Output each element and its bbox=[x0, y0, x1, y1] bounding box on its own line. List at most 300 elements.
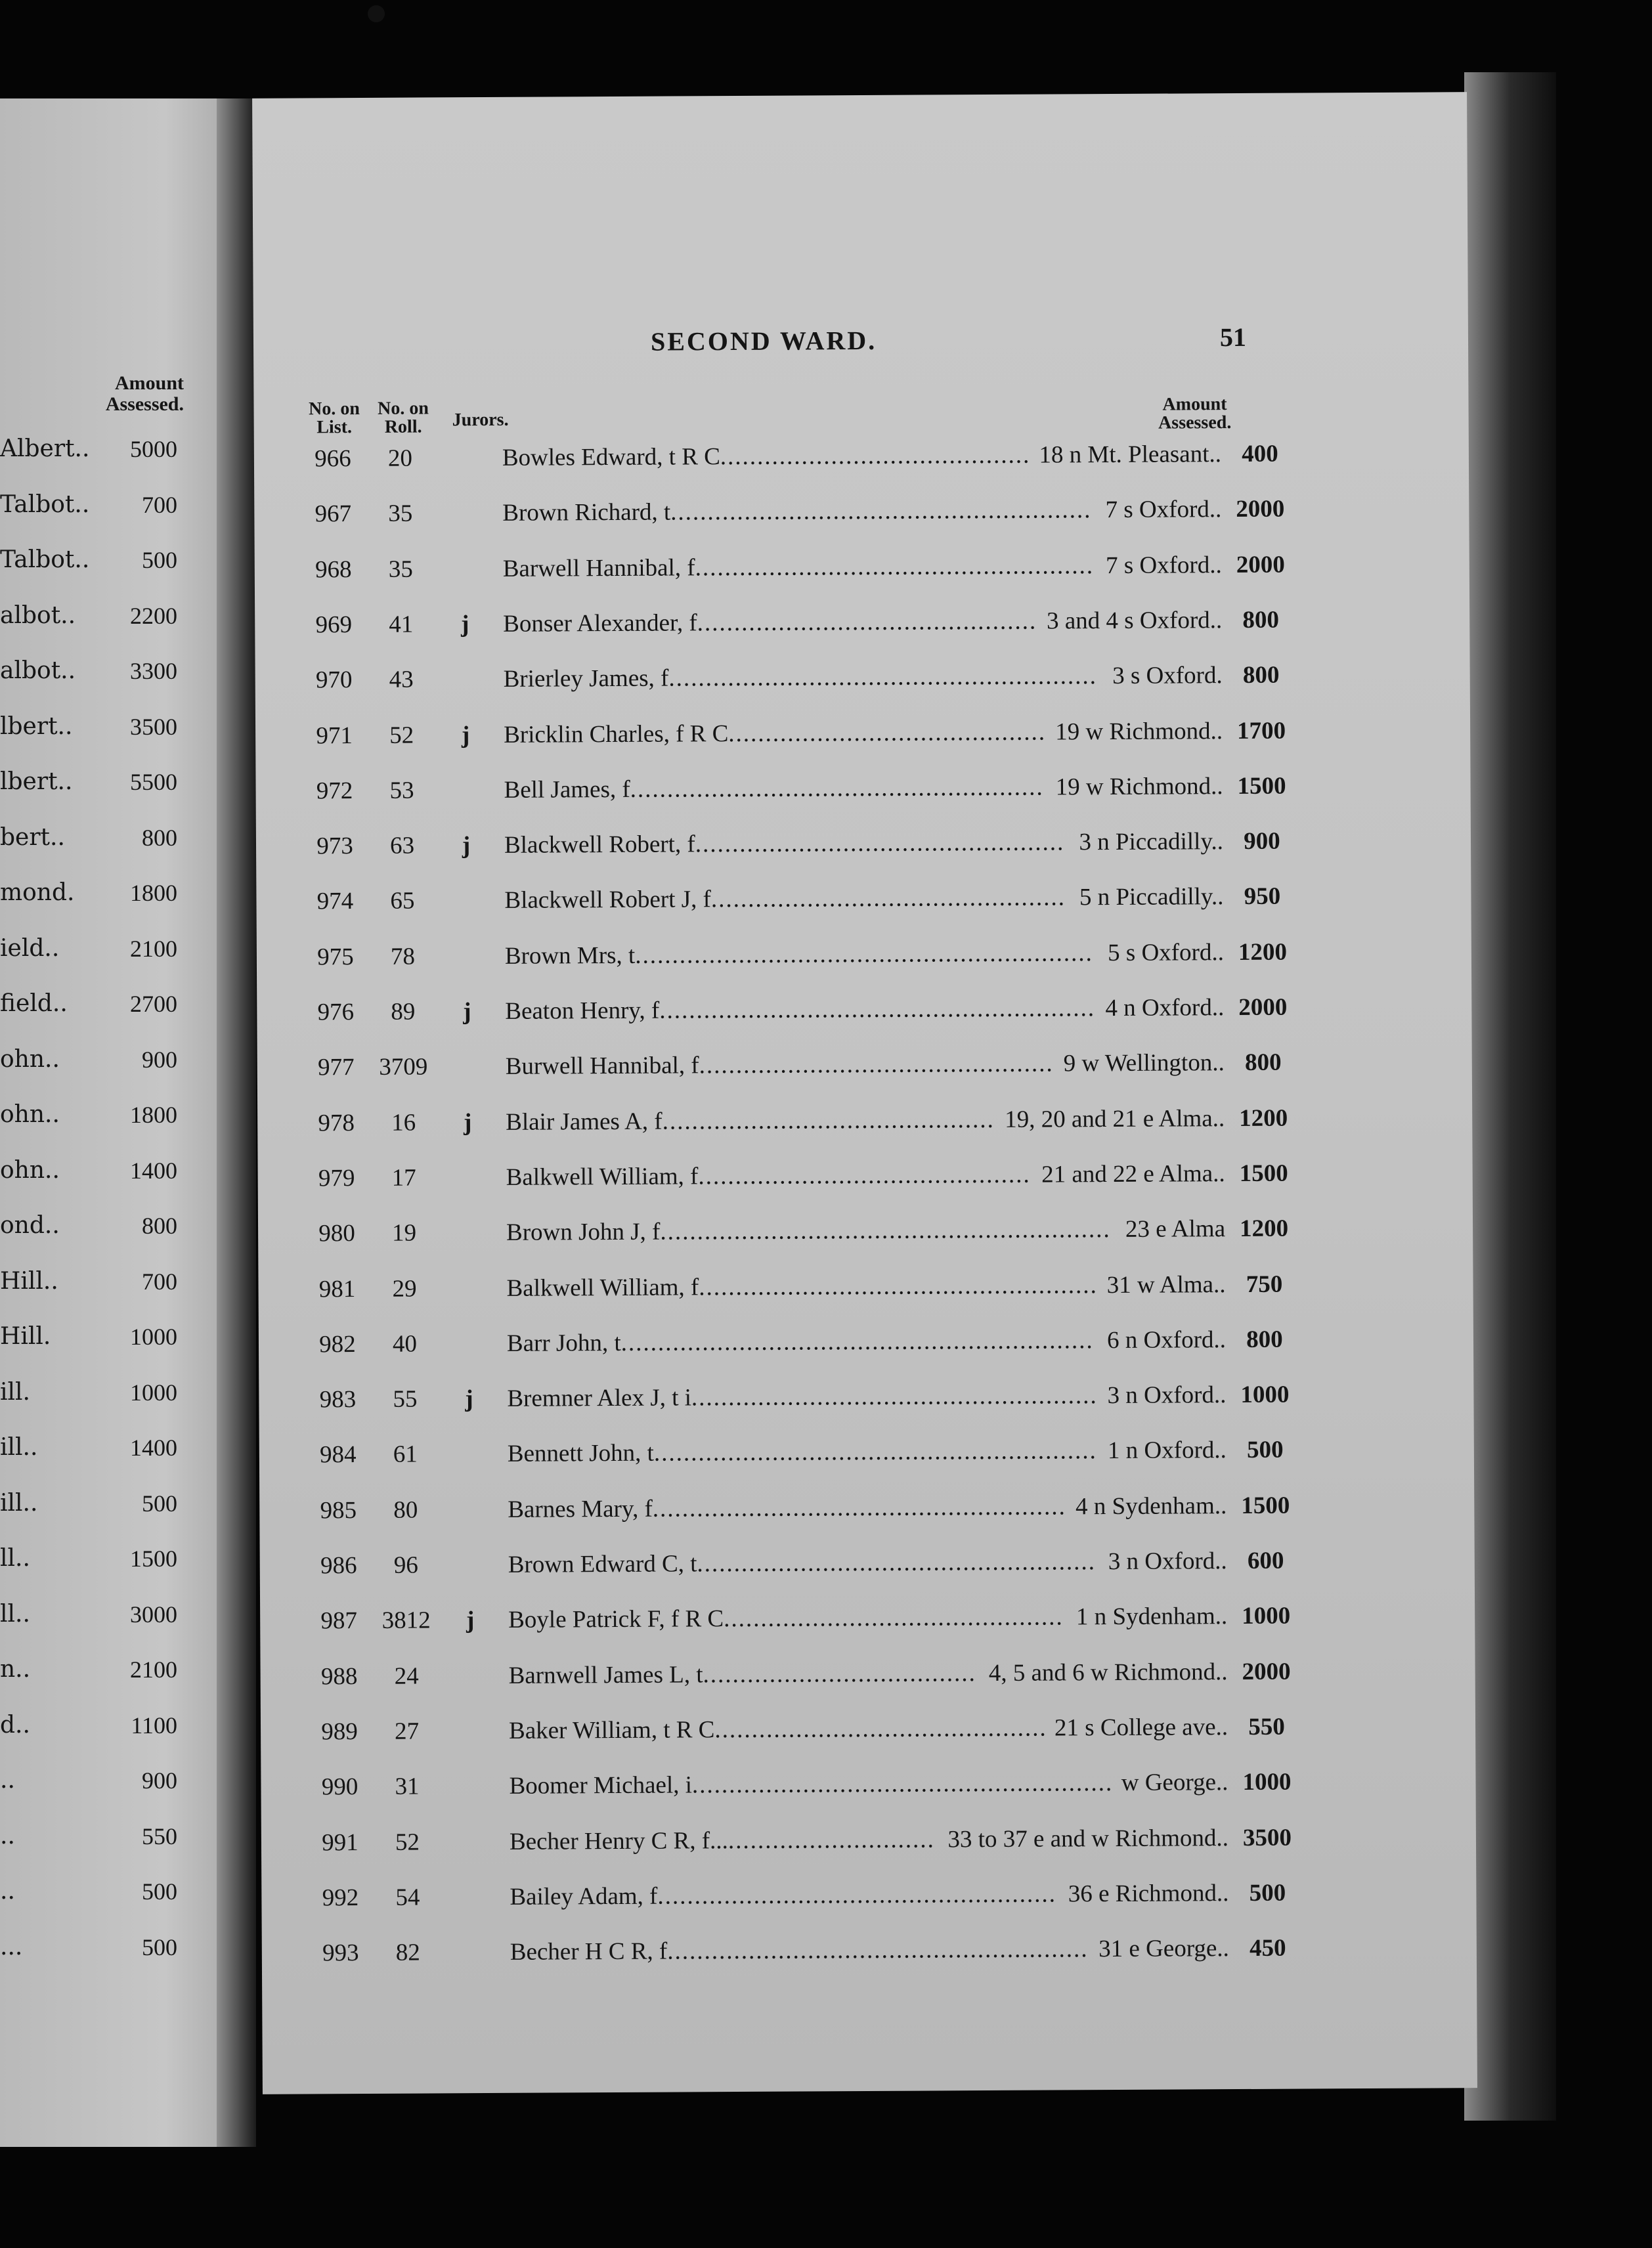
entry bbox=[505, 938, 1224, 970]
leader-dots: .............................................................. bbox=[635, 939, 1093, 969]
entry bbox=[509, 1768, 1228, 1800]
list-number: 993 bbox=[322, 1939, 359, 1967]
property-address: 3 n Piccadilly.. bbox=[1079, 828, 1224, 856]
list-number: 992 bbox=[322, 1884, 359, 1912]
entry bbox=[504, 661, 1223, 693]
entry bbox=[507, 1381, 1226, 1413]
leader-dots: .............................................. bbox=[697, 607, 1037, 637]
property-address: 31 w Alma.. bbox=[1106, 1270, 1226, 1299]
roll-number: 61 bbox=[393, 1440, 418, 1469]
left-page-row bbox=[0, 990, 197, 1029]
left-row-text: ond.. bbox=[0, 1212, 60, 1239]
ratepayer-name: Blair James A, f bbox=[506, 1108, 663, 1136]
list-number: 987 bbox=[320, 1607, 358, 1635]
table-row bbox=[261, 1823, 1476, 1875]
left-row-text: ll.. bbox=[0, 1545, 30, 1572]
table-row bbox=[257, 937, 1471, 989]
leader-dots: ............................................. bbox=[698, 1161, 1031, 1190]
list-number: 991 bbox=[322, 1828, 359, 1856]
ratepayer-name: Barnes Mary, f bbox=[508, 1495, 653, 1523]
roll-number: 55 bbox=[393, 1385, 418, 1413]
left-row-amount: 1000 bbox=[130, 1379, 177, 1406]
amount-assessed: 2000 bbox=[1238, 993, 1288, 1022]
left-page-row bbox=[0, 935, 197, 974]
list-number: 985 bbox=[320, 1496, 357, 1524]
list-number: 974 bbox=[316, 888, 354, 915]
left-row-amount: 1800 bbox=[130, 880, 177, 906]
entry bbox=[508, 1602, 1227, 1634]
table-row bbox=[258, 1158, 1473, 1211]
leader-dots: ...................................................... bbox=[699, 1271, 1098, 1301]
property-address: 5 s Oxford.. bbox=[1108, 938, 1224, 966]
left-page-row bbox=[0, 879, 197, 919]
juror-mark: j bbox=[465, 1385, 473, 1413]
leader-dots: ......................................................... bbox=[670, 496, 1092, 526]
left-row-amount: 2100 bbox=[130, 935, 177, 962]
header-roll-number: No. on Roll. bbox=[378, 398, 429, 437]
left-row-amount: 700 bbox=[142, 491, 177, 518]
roll-number: 17 bbox=[391, 1164, 416, 1192]
amount-assessed: 900 bbox=[1244, 827, 1280, 855]
left-row-amount: 800 bbox=[142, 824, 177, 851]
amount-assessed: 1200 bbox=[1239, 1215, 1289, 1243]
roll-number: 16 bbox=[391, 1109, 416, 1136]
left-page-row bbox=[0, 602, 197, 641]
ratepayer-name: Becher H C R, f bbox=[510, 1937, 668, 1966]
left-page-row bbox=[0, 1878, 197, 1917]
left-row-text: Hill. bbox=[0, 1323, 51, 1350]
ratepayer-name: Balkwell William, f bbox=[506, 1163, 699, 1191]
scan-speck bbox=[368, 5, 385, 22]
page-title: SECOND WARD. bbox=[650, 325, 877, 357]
left-row-amount: 2700 bbox=[130, 991, 177, 1017]
ratepayer-name: Becher Henry C R, f... bbox=[509, 1826, 728, 1855]
ratepayer-name: Bell James, f bbox=[504, 775, 630, 804]
roll-number: 19 bbox=[392, 1219, 417, 1247]
leader-dots: .............................................. bbox=[724, 1603, 1064, 1633]
table-row bbox=[255, 660, 1470, 712]
list-number: 990 bbox=[321, 1773, 359, 1801]
property-address: 19 w Richmond.. bbox=[1055, 772, 1223, 801]
leader-dots: .......................................................... bbox=[668, 662, 1098, 692]
left-page-row bbox=[0, 1823, 197, 1862]
entry bbox=[508, 1437, 1227, 1469]
property-address: 9 w Wellington.. bbox=[1063, 1049, 1225, 1077]
juror-mark: j bbox=[463, 998, 471, 1026]
juror-mark: j bbox=[462, 832, 471, 859]
entry bbox=[510, 1824, 1228, 1856]
ratepayer-name: Brown Richard, t bbox=[502, 498, 671, 527]
register-page bbox=[252, 92, 1477, 2094]
table-row bbox=[256, 826, 1471, 878]
entry bbox=[502, 495, 1221, 527]
table-row bbox=[260, 1546, 1475, 1598]
left-row-amount: 900 bbox=[142, 1046, 177, 1073]
table-row bbox=[258, 1213, 1473, 1266]
amount-assessed: 800 bbox=[1242, 606, 1280, 634]
left-row-amount: 900 bbox=[142, 1767, 177, 1794]
property-address: 19 w Richmond.. bbox=[1055, 717, 1223, 745]
left-row-amount: 5000 bbox=[130, 436, 177, 462]
left-row-amount: 2200 bbox=[130, 602, 177, 629]
leader-dots: ............................................. bbox=[662, 1106, 995, 1135]
entry bbox=[506, 1270, 1225, 1303]
ratepayer-name: Bricklin Charles, f R C bbox=[504, 720, 729, 748]
left-row-text: d.. bbox=[0, 1711, 30, 1739]
left-row-amount: 3500 bbox=[130, 713, 177, 740]
list-number: 976 bbox=[317, 999, 355, 1026]
ratepayer-name: Bowles Edward, t R C bbox=[502, 443, 720, 471]
left-row-text: Talbot.. bbox=[0, 546, 90, 573]
left-row-text: .. bbox=[0, 1822, 15, 1849]
ratepayer-name: Blackwell Robert, f bbox=[504, 831, 695, 859]
table-row bbox=[259, 1324, 1473, 1377]
left-row-text: ill.. bbox=[0, 1434, 38, 1461]
property-address: 4 n Sydenham.. bbox=[1075, 1492, 1227, 1521]
roll-number: 52 bbox=[395, 1828, 420, 1856]
table-row bbox=[254, 494, 1469, 546]
left-row-text: albot.. bbox=[0, 657, 76, 684]
property-address: 19, 20 and 21 e Alma.. bbox=[1005, 1104, 1225, 1133]
property-address: w George.. bbox=[1121, 1769, 1228, 1797]
entry bbox=[504, 827, 1223, 859]
entry bbox=[510, 1879, 1228, 1911]
leader-dots: ......................................................... bbox=[691, 1769, 1114, 1799]
ratepayer-name: Brierley James, f bbox=[503, 664, 669, 693]
left-row-amount: 1800 bbox=[130, 1102, 177, 1128]
property-address: 4 n Oxford.. bbox=[1105, 994, 1225, 1022]
ratepayer-name: Barwell Hannibal, f bbox=[502, 553, 695, 582]
roll-number: 52 bbox=[389, 722, 414, 749]
left-row-text: bert.. bbox=[0, 823, 65, 851]
ratepayer-name: Blackwell Robert J, f bbox=[504, 886, 711, 915]
left-page-row bbox=[0, 657, 197, 697]
ratepayer-name: Bennett John, t bbox=[507, 1440, 654, 1468]
property-address: 4, 5 and 6 w Richmond.. bbox=[988, 1658, 1228, 1687]
left-row-amount: 1500 bbox=[130, 1546, 177, 1572]
left-page-row bbox=[0, 1157, 197, 1196]
entry bbox=[509, 1713, 1228, 1745]
table-row bbox=[261, 1656, 1475, 1709]
left-page-row bbox=[0, 1434, 197, 1473]
amount-assessed: 1700 bbox=[1237, 717, 1286, 745]
left-page-row bbox=[0, 1046, 197, 1085]
roll-number: 82 bbox=[395, 1939, 420, 1966]
roll-number: 41 bbox=[389, 611, 414, 638]
property-address: 23 e Alma bbox=[1125, 1215, 1226, 1243]
list-number: 968 bbox=[315, 555, 352, 583]
page-number: 51 bbox=[1219, 322, 1247, 353]
leader-dots: ......................................................... bbox=[667, 1935, 1089, 1965]
roll-number: 27 bbox=[394, 1718, 420, 1745]
table-row bbox=[261, 1712, 1475, 1764]
entry bbox=[506, 1104, 1225, 1136]
left-row-text: field.. bbox=[0, 990, 68, 1017]
entry bbox=[506, 1159, 1225, 1192]
amount-assessed: 2000 bbox=[1242, 1658, 1291, 1685]
ratepayer-name: Baker William, t R C bbox=[508, 1716, 715, 1744]
book-gutter bbox=[217, 98, 256, 2147]
list-number: 966 bbox=[315, 445, 351, 473]
table-row bbox=[255, 771, 1470, 823]
list-number: 984 bbox=[320, 1441, 357, 1469]
amount-assessed: 1200 bbox=[1238, 938, 1287, 966]
amount-assessed: 800 bbox=[1246, 1326, 1283, 1353]
amount-assessed: 800 bbox=[1242, 661, 1280, 689]
property-address: 21 and 22 e Alma.. bbox=[1041, 1160, 1225, 1188]
left-row-text: Talbot.. bbox=[0, 490, 90, 518]
list-number: 973 bbox=[316, 832, 353, 860]
left-page-row bbox=[0, 1268, 197, 1307]
left-row-amount: 2100 bbox=[130, 1656, 177, 1683]
ratepayer-name: Boomer Michael, i bbox=[509, 1771, 693, 1800]
header-jurors: Jurors. bbox=[452, 409, 509, 431]
entry bbox=[503, 551, 1222, 583]
left-row-text: Hill.. bbox=[0, 1267, 58, 1295]
left-row-text: lbert.. bbox=[0, 712, 73, 740]
roll-number: 31 bbox=[395, 1773, 420, 1800]
property-address: 21 s College ave.. bbox=[1054, 1714, 1228, 1742]
left-page-row bbox=[0, 824, 197, 863]
list-number: 967 bbox=[315, 500, 352, 528]
leader-dots: ............................................................. bbox=[660, 1216, 1111, 1245]
amount-assessed: 1200 bbox=[1239, 1104, 1288, 1132]
left-row-amount: 700 bbox=[142, 1268, 177, 1295]
juror-mark: j bbox=[466, 1607, 475, 1634]
leader-dots: ........................................................ bbox=[630, 773, 1044, 803]
header-list-number: No. on List. bbox=[309, 399, 360, 438]
roll-number: 20 bbox=[387, 444, 413, 472]
roll-number: 3812 bbox=[381, 1607, 431, 1635]
amount-assessed: 450 bbox=[1249, 1934, 1286, 1962]
list-number: 988 bbox=[320, 1662, 358, 1690]
left-page-row bbox=[0, 1767, 197, 1806]
left-amount-header: Amount Assessed. bbox=[105, 372, 184, 415]
amount-assessed: 600 bbox=[1247, 1547, 1284, 1574]
property-address: 5 n Piccadilly.. bbox=[1079, 883, 1224, 911]
leader-dots: ................................................................ bbox=[620, 1326, 1094, 1356]
amount-assessed: 2000 bbox=[1236, 551, 1285, 578]
roll-number: 80 bbox=[393, 1496, 418, 1524]
left-row-text: Albert.. bbox=[0, 435, 90, 462]
list-number: 983 bbox=[319, 1386, 357, 1414]
roll-number: 89 bbox=[391, 998, 416, 1026]
amount-assessed: 1500 bbox=[1237, 772, 1286, 800]
property-address: 7 s Oxford.. bbox=[1105, 496, 1222, 524]
roll-number: 53 bbox=[389, 777, 414, 804]
left-row-text: lbert.. bbox=[0, 768, 73, 795]
roll-number: 65 bbox=[390, 887, 415, 915]
entry bbox=[504, 717, 1223, 749]
left-row-amount: 500 bbox=[142, 1934, 177, 1960]
list-number: 986 bbox=[320, 1552, 357, 1580]
left-row-text: ll.. bbox=[0, 1600, 30, 1628]
roll-number: 63 bbox=[389, 832, 415, 859]
leader-dots: ........................................................... bbox=[659, 995, 1096, 1024]
juror-mark: j bbox=[460, 611, 469, 638]
property-address: 7 s Oxford.. bbox=[1105, 551, 1222, 579]
left-row-text: ohn.. bbox=[0, 1101, 60, 1128]
left-row-amount: 500 bbox=[142, 547, 177, 573]
roll-number: 43 bbox=[389, 666, 414, 693]
ratepayer-name: Bailey Adam, f bbox=[510, 1882, 658, 1911]
roll-number: 78 bbox=[390, 943, 416, 970]
amount-assessed: 1500 bbox=[1239, 1159, 1288, 1187]
left-row-text: .. bbox=[0, 1878, 15, 1905]
table-row bbox=[259, 1435, 1474, 1488]
entry bbox=[502, 440, 1221, 472]
left-row-text: n.. bbox=[0, 1656, 31, 1683]
left-row-amount: 3000 bbox=[130, 1601, 177, 1628]
entry bbox=[510, 1934, 1229, 1966]
left-page-row bbox=[0, 1545, 197, 1584]
left-row-text: ill.. bbox=[0, 1489, 38, 1517]
list-number: 969 bbox=[315, 611, 353, 639]
entry bbox=[506, 1215, 1225, 1247]
table-row bbox=[254, 439, 1469, 491]
amount-assessed: 500 bbox=[1246, 1437, 1284, 1464]
amount-assessed: 550 bbox=[1248, 1713, 1285, 1740]
leader-dots: ............................................................ bbox=[653, 1437, 1097, 1467]
left-page-row bbox=[0, 1601, 197, 1640]
left-row-text: albot.. bbox=[0, 601, 76, 629]
left-row-text: ohn.. bbox=[0, 1045, 60, 1073]
roll-number: 35 bbox=[388, 500, 413, 528]
left-page-row bbox=[0, 768, 197, 808]
list-number: 978 bbox=[318, 1109, 355, 1136]
amount-assessed: 500 bbox=[1249, 1879, 1286, 1907]
table-row bbox=[255, 605, 1469, 657]
leader-dots: .......................................... bbox=[720, 441, 1031, 471]
list-number: 989 bbox=[321, 1718, 358, 1746]
leader-dots: ............................ bbox=[728, 1825, 935, 1854]
left-row-amount: 1400 bbox=[130, 1157, 177, 1184]
roll-number: 35 bbox=[388, 555, 413, 583]
left-row-amount: 800 bbox=[142, 1213, 177, 1239]
entry bbox=[508, 1492, 1227, 1524]
left-row-amount: 1100 bbox=[131, 1712, 177, 1739]
property-address: 33 to 37 e and w Richmond.. bbox=[947, 1824, 1229, 1853]
table-row bbox=[257, 1103, 1472, 1156]
entry bbox=[503, 606, 1222, 638]
list-number: 971 bbox=[316, 722, 353, 749]
left-row-amount: 1400 bbox=[130, 1435, 177, 1461]
leader-dots: ................................................ bbox=[710, 884, 1066, 913]
roll-number: 3709 bbox=[379, 1053, 428, 1081]
property-address: 31 e George.. bbox=[1098, 1935, 1229, 1963]
left-page-row bbox=[0, 546, 197, 586]
entry bbox=[505, 993, 1224, 1026]
amount-assessed: 2000 bbox=[1236, 495, 1285, 523]
ratepayer-name: Bremner Alex J, t i bbox=[507, 1384, 692, 1412]
roll-number: 40 bbox=[392, 1330, 418, 1358]
left-page-row bbox=[0, 1712, 197, 1751]
table-row bbox=[261, 1878, 1476, 1930]
amount-assessed: 3500 bbox=[1242, 1824, 1292, 1851]
left-row-amount: 500 bbox=[142, 1490, 177, 1517]
list-number: 982 bbox=[319, 1330, 356, 1358]
roll-number: 54 bbox=[395, 1884, 420, 1911]
property-address: 3 and 4 s Oxford.. bbox=[1046, 607, 1223, 635]
entry bbox=[507, 1326, 1226, 1358]
leader-dots: ..................................... bbox=[703, 1659, 976, 1688]
amount-assessed: 750 bbox=[1246, 1270, 1283, 1298]
left-page-row bbox=[0, 1212, 197, 1251]
list-number: 979 bbox=[318, 1164, 355, 1192]
left-row-amount: 500 bbox=[142, 1878, 177, 1905]
table-row bbox=[261, 1767, 1475, 1819]
list-number: 972 bbox=[316, 777, 353, 805]
leader-dots: .................................................. bbox=[695, 829, 1065, 858]
leader-dots: ................................................ bbox=[699, 1050, 1054, 1079]
left-page-row bbox=[0, 1934, 197, 1973]
ratepayer-name: Brown John J, f bbox=[506, 1218, 661, 1247]
left-page-row bbox=[0, 1101, 197, 1140]
property-address: 3 n Oxford.. bbox=[1107, 1381, 1227, 1410]
property-address: 1 n Sydenham.. bbox=[1076, 1603, 1228, 1631]
ratepayer-name: Bonser Alexander, f bbox=[503, 609, 697, 638]
amount-assessed: 1500 bbox=[1241, 1492, 1290, 1519]
ratepayer-name: Balkwell William, f bbox=[506, 1273, 699, 1302]
amount-assessed: 1000 bbox=[1242, 1768, 1292, 1796]
left-row-text: ... bbox=[0, 1933, 23, 1960]
left-page-row bbox=[0, 713, 197, 752]
amount-assessed: 400 bbox=[1242, 440, 1278, 467]
roll-number: 24 bbox=[394, 1662, 419, 1690]
property-address: 1 n Oxford.. bbox=[1107, 1437, 1227, 1465]
property-address: 18 n Mt. Pleasant.. bbox=[1039, 441, 1222, 469]
leader-dots: ........................................................ bbox=[652, 1493, 1066, 1523]
leader-dots: ....................................................... bbox=[691, 1382, 1098, 1412]
left-page-row bbox=[0, 435, 197, 475]
table-row bbox=[260, 1601, 1475, 1653]
property-address: 3 n Oxford.. bbox=[1108, 1547, 1227, 1576]
list-number: 970 bbox=[315, 666, 353, 694]
list-number: 975 bbox=[317, 943, 354, 971]
ratepayer-name: Boyle Patrick F, f R C bbox=[508, 1605, 724, 1634]
left-row-text: ill. bbox=[0, 1378, 30, 1406]
juror-mark: j bbox=[463, 1108, 472, 1136]
left-row-text: ohn.. bbox=[0, 1156, 60, 1184]
left-page-row bbox=[0, 1490, 197, 1529]
leader-dots: ...................................................... bbox=[697, 1548, 1097, 1578]
header-amount-assessed: Amount Assessed. bbox=[1158, 394, 1232, 433]
ratepayer-name: Barr John, t bbox=[506, 1329, 621, 1357]
ratepayer-name: Burwell Hannibal, f bbox=[505, 1052, 699, 1081]
leader-dots: ...................................................... bbox=[657, 1880, 1057, 1910]
property-address: 3 s Oxford. bbox=[1112, 662, 1223, 690]
table-row bbox=[262, 1933, 1477, 1985]
table-row bbox=[258, 1269, 1473, 1322]
left-row-text: ield.. bbox=[0, 934, 60, 962]
juror-mark: j bbox=[461, 721, 470, 748]
roll-number: 29 bbox=[392, 1275, 417, 1303]
leader-dots: ........................................... bbox=[728, 718, 1047, 747]
amount-assessed: 800 bbox=[1244, 1048, 1282, 1077]
page-edge-shadow bbox=[1464, 72, 1556, 2121]
property-address: 36 e Richmond.. bbox=[1068, 1879, 1229, 1908]
ratepayer-name: Barnwell James L, t bbox=[508, 1660, 703, 1689]
left-page-row bbox=[0, 1656, 197, 1695]
entry bbox=[504, 772, 1223, 804]
left-row-amount: 5500 bbox=[130, 769, 177, 795]
table-row bbox=[255, 550, 1469, 602]
entry bbox=[508, 1547, 1227, 1579]
list-number: 977 bbox=[317, 1054, 355, 1081]
table-row bbox=[257, 992, 1471, 1045]
list-number: 981 bbox=[318, 1275, 356, 1303]
entry bbox=[504, 883, 1223, 915]
